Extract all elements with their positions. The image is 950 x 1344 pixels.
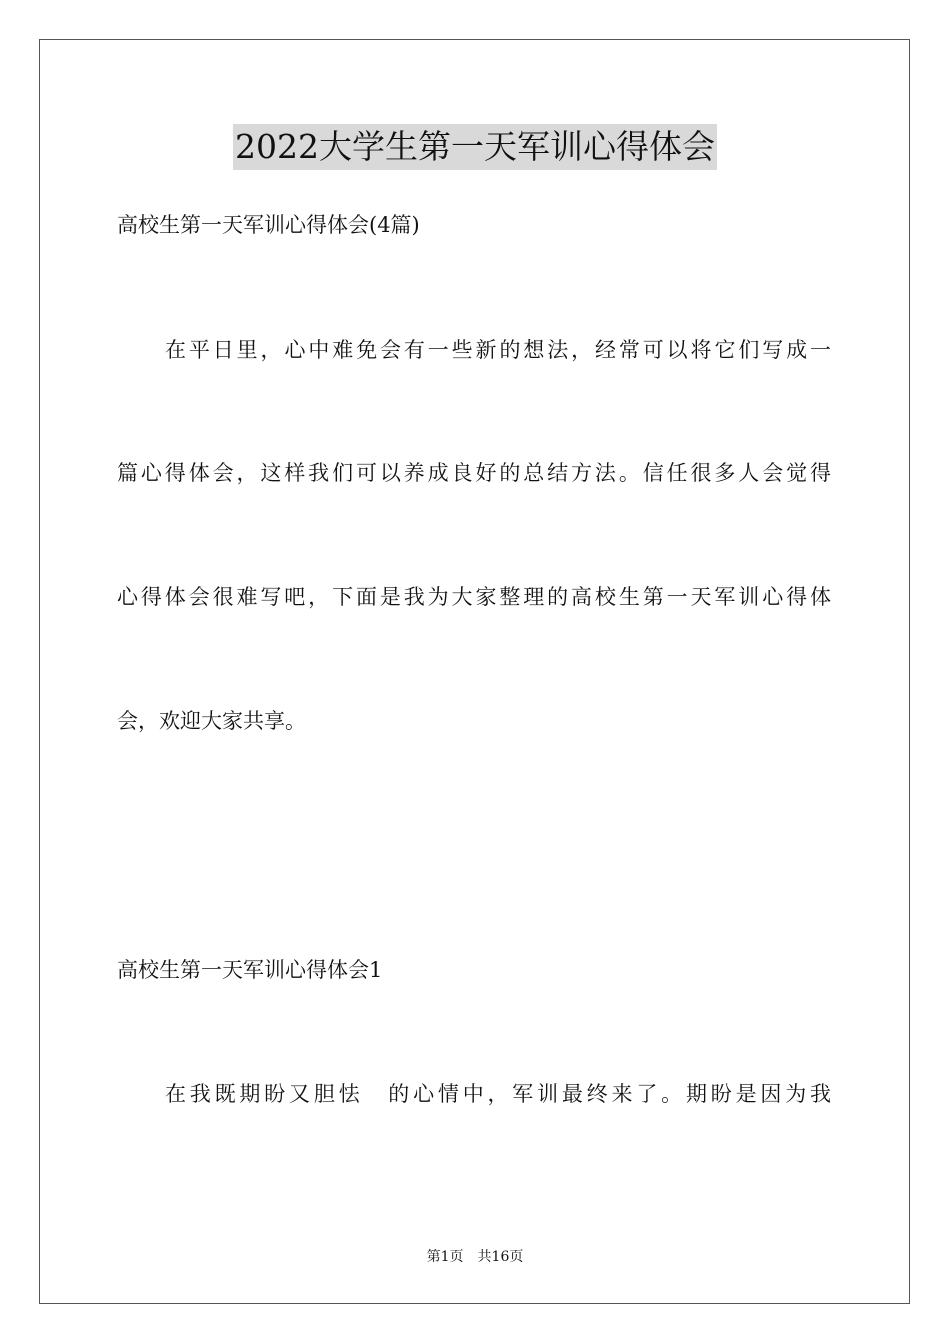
document-subtitle: 高校生第一天军训心得体会(4篇) <box>117 213 420 237</box>
page-footer <box>0 1247 950 1267</box>
section-heading: 高校生第一天军训心得体会1 <box>117 958 383 982</box>
page-number: 第1页 <box>426 1249 464 1265</box>
intro-line-2: 篇心得体会，这样我们可以养成良好的总结方法。信任很多人会觉得 <box>117 461 831 485</box>
section-line-1: 在我既期盼又胆怯 的心情中，军训最终来了。期盼是因为我 <box>165 1082 831 1106</box>
intro-line-1: 在平日里，心中难免会有一些新的想法，经常可以将它们写成一 <box>165 338 831 362</box>
intro-line-4: 会，欢迎大家共享。 <box>117 709 306 733</box>
page-total: 共16页 <box>477 1249 524 1265</box>
title-container <box>0 124 950 170</box>
intro-line-3: 心得体会很难写吧，下面是我为大家整理的高校生第一天军训心得体 <box>117 585 831 609</box>
document-title: 2022大学生第一天军训心得体会 <box>233 124 717 170</box>
